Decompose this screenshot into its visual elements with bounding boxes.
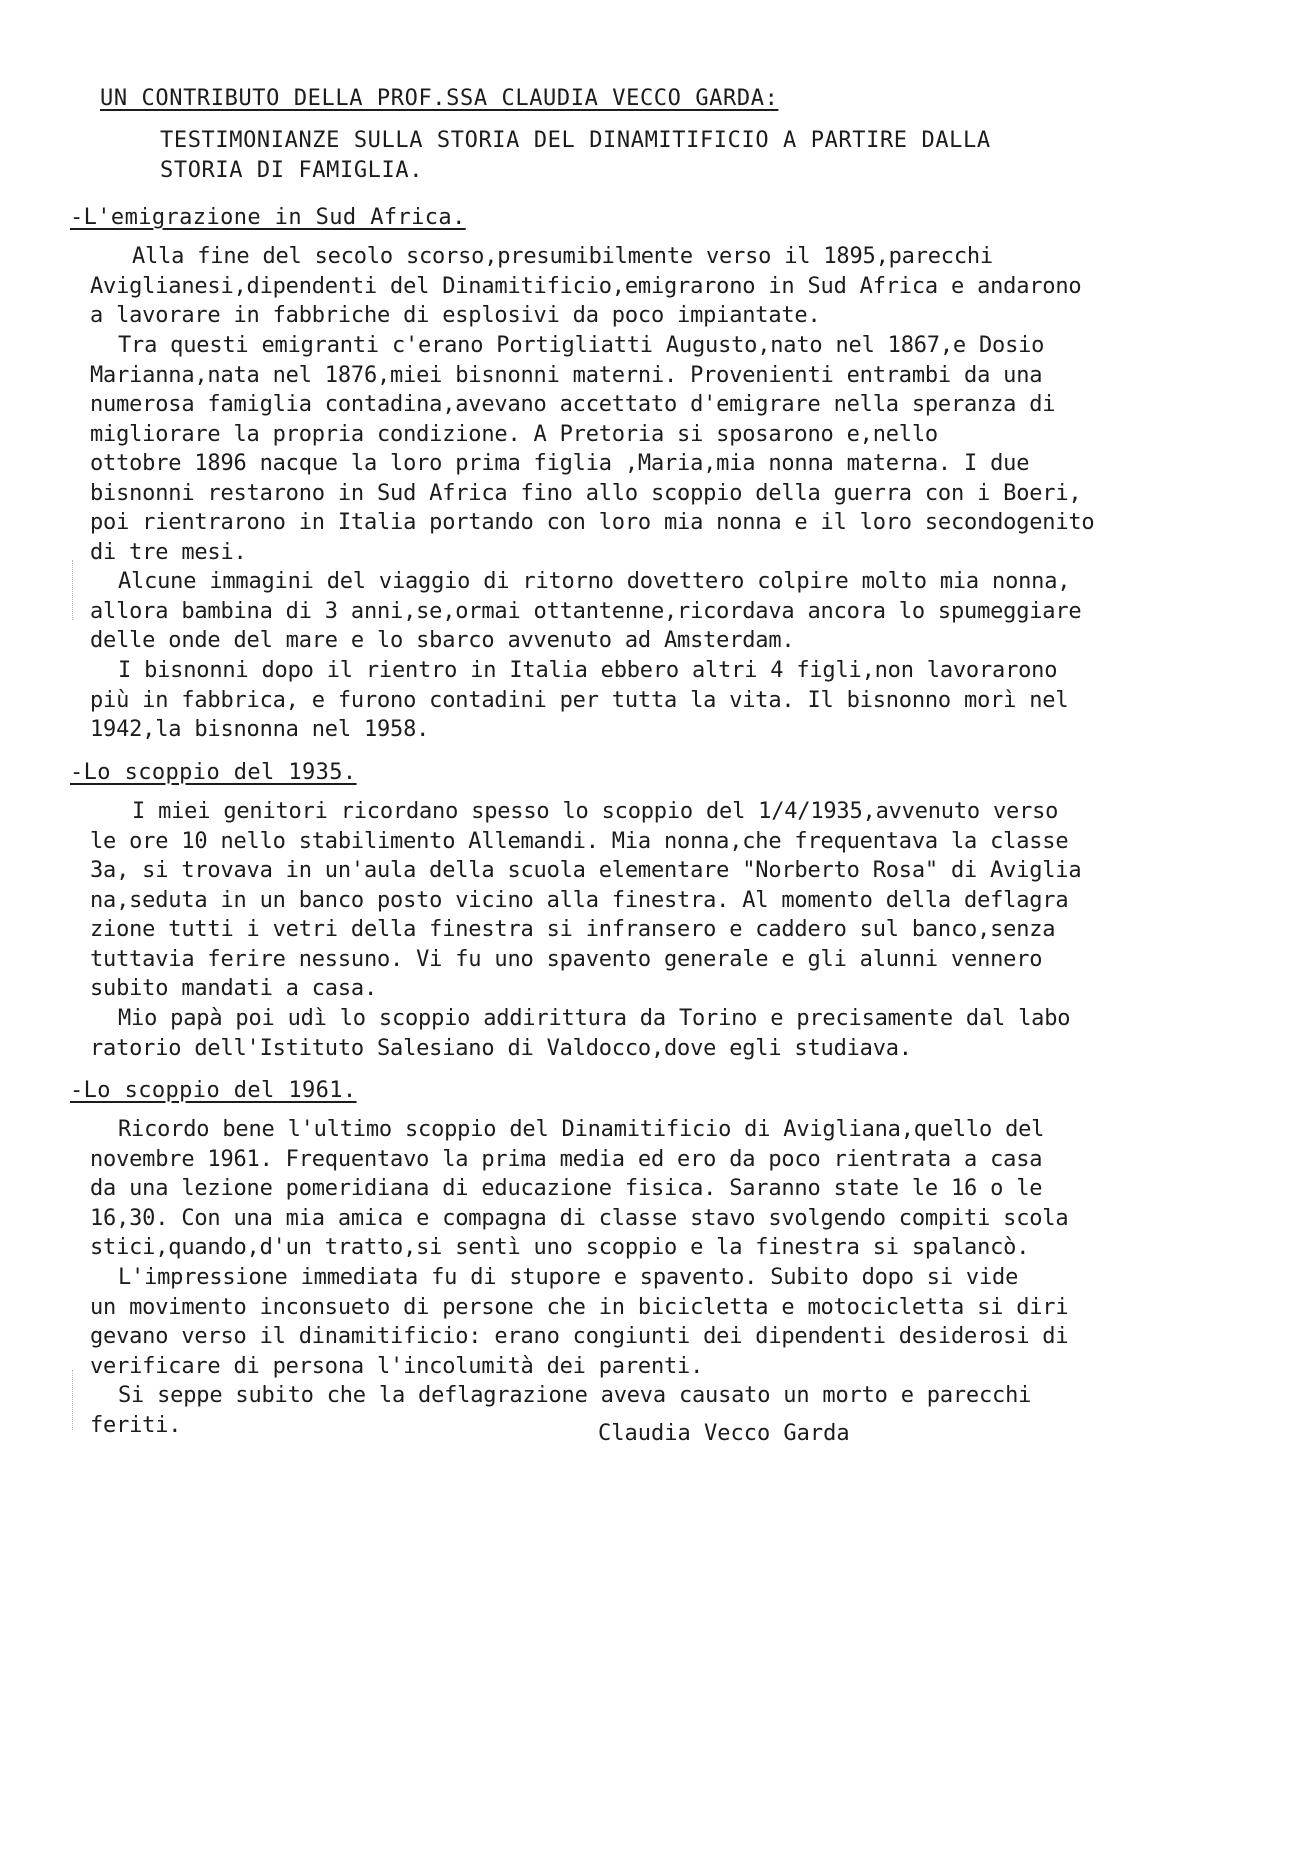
paragraph	[90, 1004, 1240, 1063]
text-line: Marianna,nata nel 1876,miei bisnonni materni. Provenienti entrambi da una	[90, 362, 1043, 388]
paragraph	[90, 1263, 1240, 1381]
text-line: subito mandati a casa.	[90, 976, 377, 1001]
section-heading-text: -L'emigrazione in Sud Africa.	[70, 205, 466, 230]
text-line: zione tutti i vetri della finestra si infransero e caddero sul banco,senza	[90, 917, 1056, 942]
text-line: Mio papà poi udì lo scoppio addirittura da Torino e precisamente dal labo	[118, 1006, 1071, 1031]
text-line: feriti.	[90, 1412, 182, 1438]
text-line: a lavorare in fabbriche di esplosivi da poco impiantate.	[90, 303, 821, 328]
text-line: na,seduta in un banco posto vicino alla finestra. Al momento della deflagra	[90, 887, 1069, 913]
text-line: da una lezione pomeridiana di educazione fisica. Saranno state le 16 o le	[90, 1176, 1043, 1201]
paragraph	[90, 242, 1240, 331]
paragraph	[90, 1115, 1240, 1263]
text-line: gevano verso il dinamitificio: erano congiunti dei dipendenti desiderosi di	[90, 1324, 1069, 1349]
margin-mark	[72, 560, 73, 620]
text-line: L'impressione immediata fu di stupore e spavento. Subito dopo si vide	[118, 1265, 1019, 1290]
paragraph	[90, 656, 1240, 745]
text-line: Si seppe subito che la deflagrazione aveva causato un morto e parecchi	[118, 1383, 1032, 1408]
document-subtitle	[160, 126, 991, 186]
section-heading-1961	[70, 1078, 357, 1103]
text-line: più in fabbrica, e furono contadini per tutta la vita. Il bisnonno morì nel	[90, 687, 1069, 713]
text-line: Ricordo bene l'ultimo scoppio del Dinamitificio di Avigliana,quello del	[118, 1117, 1045, 1142]
text-line: verificare di persona l'incolumità dei parenti.	[90, 1353, 704, 1379]
text-line: novembre 1961. Frequentavo la prima media ed ero da poco rientrata a casa	[90, 1146, 1043, 1172]
text-line: tuttavia ferire nessuno. Vi fu uno spavento generale e gli alunni vennero	[90, 946, 1043, 972]
document-title: UN CONTRIBUTO DELLA PROF.SSA CLAUDIA VECCO GARDA:	[100, 86, 779, 111]
subtitle-line: TESTIMONIANZE SULLA STORIA DEL DINAMITIFICIO A PARTIRE DALLA	[160, 128, 991, 153]
text-line: ratorio dell'Istituto Salesiano di Valdocco,dove egli studiava.	[90, 1035, 912, 1061]
subtitle-line: STORIA DI FAMIGLIA.	[160, 158, 424, 183]
text-line: numerosa famiglia contadina,avevano accettato d'emigrare nella speranza di	[90, 392, 1056, 417]
text-line: Alcune immagini del viaggio di ritorno dovettero colpire molto mia nonna,	[118, 569, 1071, 594]
text-line: le ore 10 nello stabilimento Allemandi. Mia nonna,che frequentava la classe	[90, 828, 1069, 854]
section-heading-text: -Lo scoppio del 1935.	[70, 760, 357, 785]
text-line: I miei genitori ricordano spesso lo scoppio del 1/4/1935,avvenuto verso	[132, 799, 1059, 824]
text-line: stici,quando,d'un tratto,si sentì uno scoppio e la finestra si spalancò.	[90, 1235, 1030, 1260]
margin-mark	[72, 1370, 73, 1430]
text-line: di tre mesi.	[90, 539, 247, 565]
text-line: poi rientrarono in Italia portando con loro mia nonna e il loro secondogenito	[90, 510, 1095, 535]
text-line: un movimento inconsueto di persone che in bicicletta e motocicletta si diri	[90, 1294, 1069, 1320]
text-line: Alla fine del secolo scorso,presumibilmente verso il 1895,parecchi	[132, 244, 993, 269]
paragraph	[90, 797, 1240, 1004]
paragraph	[90, 567, 1240, 656]
section-heading-emigration	[70, 205, 466, 230]
text-line: 3a, si trovava in un'aula della scuola elementare "Norberto Rosa" di Aviglia	[90, 858, 1082, 883]
text-line: Aviglianesi,dipendenti del Dinamitificio,emigrarono in Sud Africa e andarono	[90, 273, 1082, 299]
text-line: allora bambina di 3 anni,se,ormai ottantenne,ricordava ancora lo spumeggiare	[90, 598, 1082, 624]
text-line: Tra questi emigranti c'erano Portigliatti Augusto,nato nel 1867,e Dosio	[118, 333, 1045, 358]
text-line: I bisnonni dopo il rientro in Italia ebbero altri 4 figli,non lavorarono	[118, 658, 1058, 683]
text-line: 1942,la bisnonna nel 1958.	[90, 717, 430, 742]
text-line: bisnonni restarono in Sud Africa fino allo scoppio della guerra con i Boeri,	[90, 480, 1082, 506]
section-heading-text: -Lo scoppio del 1961.	[70, 1078, 357, 1103]
text-line: ottobre 1896 nacque la loro prima figlia ,Maria,mia nonna materna. I due	[90, 451, 1030, 476]
text-line: 16,30. Con una mia amica e compagna di classe stavo svolgendo compiti scola	[90, 1205, 1069, 1231]
signature: Claudia Vecco Garda	[598, 1421, 850, 1446]
paragraph	[90, 331, 1240, 567]
section-heading-1935	[70, 760, 357, 785]
text-line: delle onde del mare e lo sbarco avvenuto ad Amsterdam.	[90, 628, 795, 653]
text-line: migliorare la propria condizione. A Pretoria si sposarono e,nello	[90, 421, 938, 447]
